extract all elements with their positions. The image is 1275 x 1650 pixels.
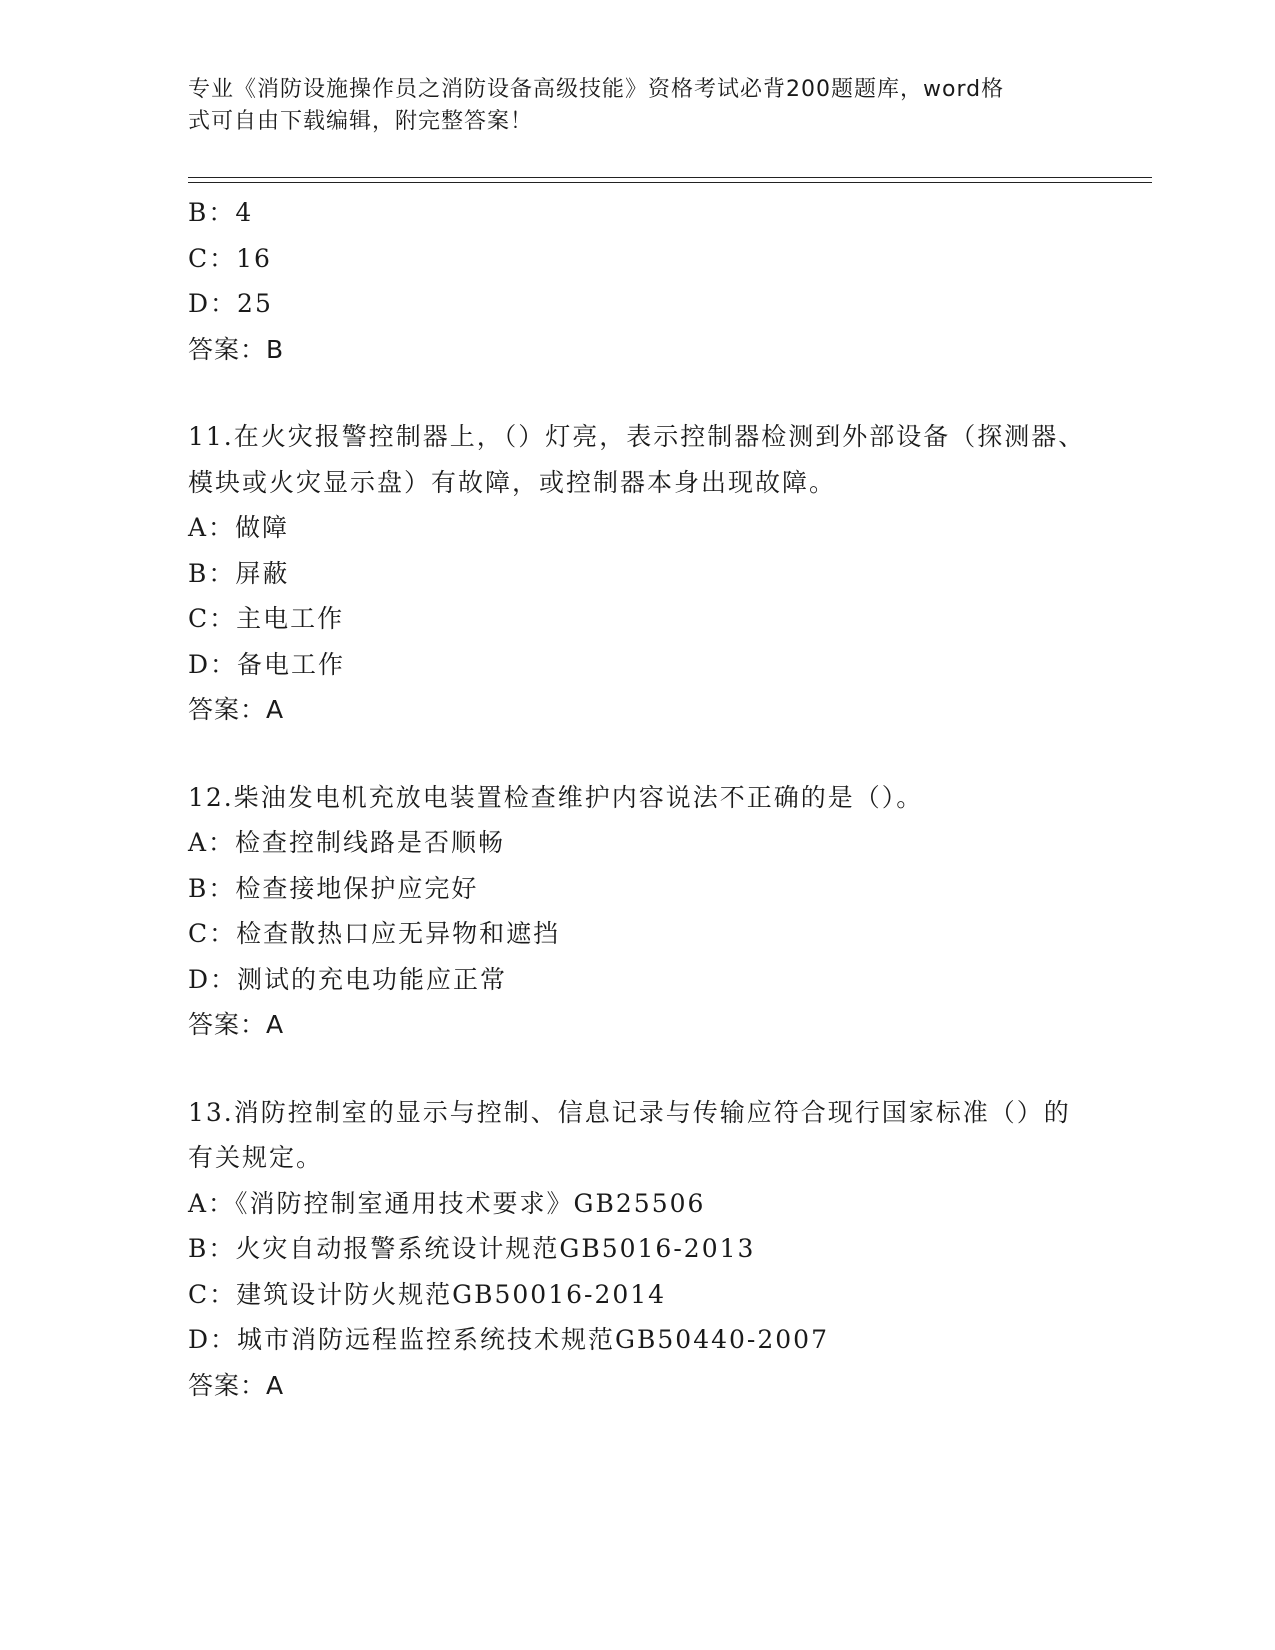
option-c: C：检查散热口应无异物和遮挡 xyxy=(188,919,561,948)
option-b: B：检查接地保护应完好 xyxy=(188,873,479,903)
option-c: C：建筑设计防火规范GB50016-2014 xyxy=(188,1279,667,1309)
question-text: 12.柴油发电机充放电装置检查维护内容说法不正确的是（）。 xyxy=(188,782,924,812)
question-12 xyxy=(188,775,1088,1048)
option-d: D：25 xyxy=(188,289,273,318)
question-text: 11.在火灾报警控制器上，（）灯亮，表示控制器检测到外部设备（探测器、模块或火灾显示盘）有故障，或控制器本身出现故障。 xyxy=(188,422,1086,497)
option-c: C：16 xyxy=(188,243,272,273)
question-13 xyxy=(188,1090,1088,1409)
answer: 答案：A xyxy=(188,1010,285,1039)
header-line-2: 式可自由下载编辑，附完整答案！ xyxy=(188,109,534,134)
header-line-1: 专业《消防设施操作员之消防设备高级技能》资格考试必背200题题库，word格 xyxy=(188,77,1005,102)
question-11 xyxy=(188,414,1088,733)
document-header xyxy=(188,74,1068,138)
option-c: C：主电工作 xyxy=(188,604,345,633)
option-b: B：屏蔽 xyxy=(188,558,290,588)
option-a: A：检查控制线路是否顺畅 xyxy=(188,828,506,857)
option-d: D：城市消防远程监控系统技术规范GB50440-2007 xyxy=(188,1325,829,1354)
option-d: D：测试的充电功能应正常 xyxy=(188,964,508,994)
option-a: A：做障 xyxy=(188,513,290,542)
question-list xyxy=(188,190,1088,1408)
answer: 答案：A xyxy=(188,695,285,724)
question-text: 13.消防控制室的显示与控制、信息记录与传输应符合现行国家标准（）的有关规定。 xyxy=(188,1097,1071,1172)
header-rule-top xyxy=(188,177,1152,178)
answer: 答案：A xyxy=(188,1370,285,1400)
option-b: B：4 xyxy=(188,198,254,227)
prev-question xyxy=(188,190,1088,372)
option-a: A：《消防控制室通用技术要求》GB25506 xyxy=(188,1188,706,1218)
option-d: D：备电工作 xyxy=(188,649,346,679)
answer: 答案：B xyxy=(188,334,285,364)
option-b: B：火灾自动报警系统设计规范GB5016-2013 xyxy=(188,1234,756,1263)
header-rule-bottom xyxy=(188,182,1152,183)
